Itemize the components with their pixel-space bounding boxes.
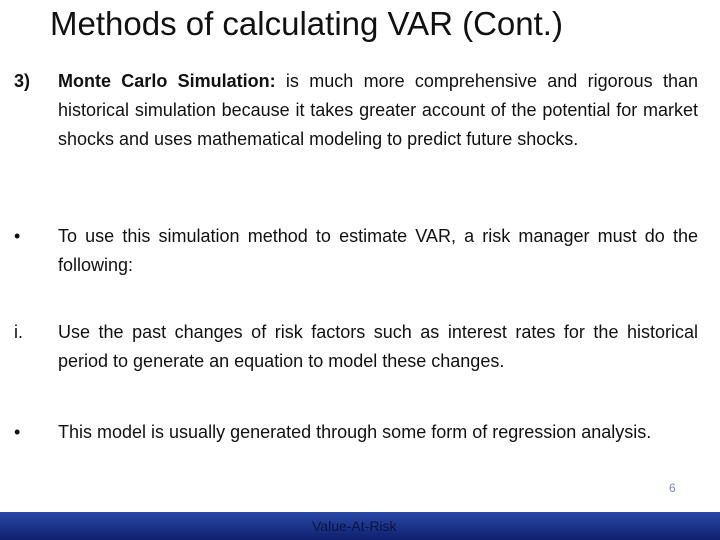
list-marker: 3) bbox=[14, 71, 31, 91]
bullet-marker: • bbox=[14, 422, 21, 442]
slide-title: Methods of calculating VAR (Cont.) bbox=[50, 5, 563, 42]
list-marker: i. bbox=[14, 322, 23, 342]
footer-label: Value-At-Risk bbox=[312, 518, 397, 534]
bullet-marker: • bbox=[14, 226, 21, 246]
list-item bbox=[14, 318, 698, 376]
list-item-lead: Monte Carlo Simulation: bbox=[58, 71, 276, 91]
list-item-text: Use the past changes of risk factors such as interest rates for the historical period to generate an equation to model these changes. bbox=[58, 322, 698, 371]
list-item bbox=[14, 222, 698, 280]
list-item-text: This model is usually generated through some form of regression analysis. bbox=[58, 422, 652, 442]
list-item-text: To use this simulation method to estimate VAR, a risk manager must do the following: bbox=[58, 226, 698, 275]
page-number: 6 bbox=[669, 481, 676, 495]
list-item-body: is much more comprehensive and rigorous than historical simulation because it takes greater account of the potential for market shocks and uses mathematical modeling to predict future shocks. bbox=[58, 71, 698, 149]
list-item-text bbox=[58, 67, 698, 154]
list-item bbox=[14, 418, 698, 447]
list-item bbox=[14, 67, 698, 154]
